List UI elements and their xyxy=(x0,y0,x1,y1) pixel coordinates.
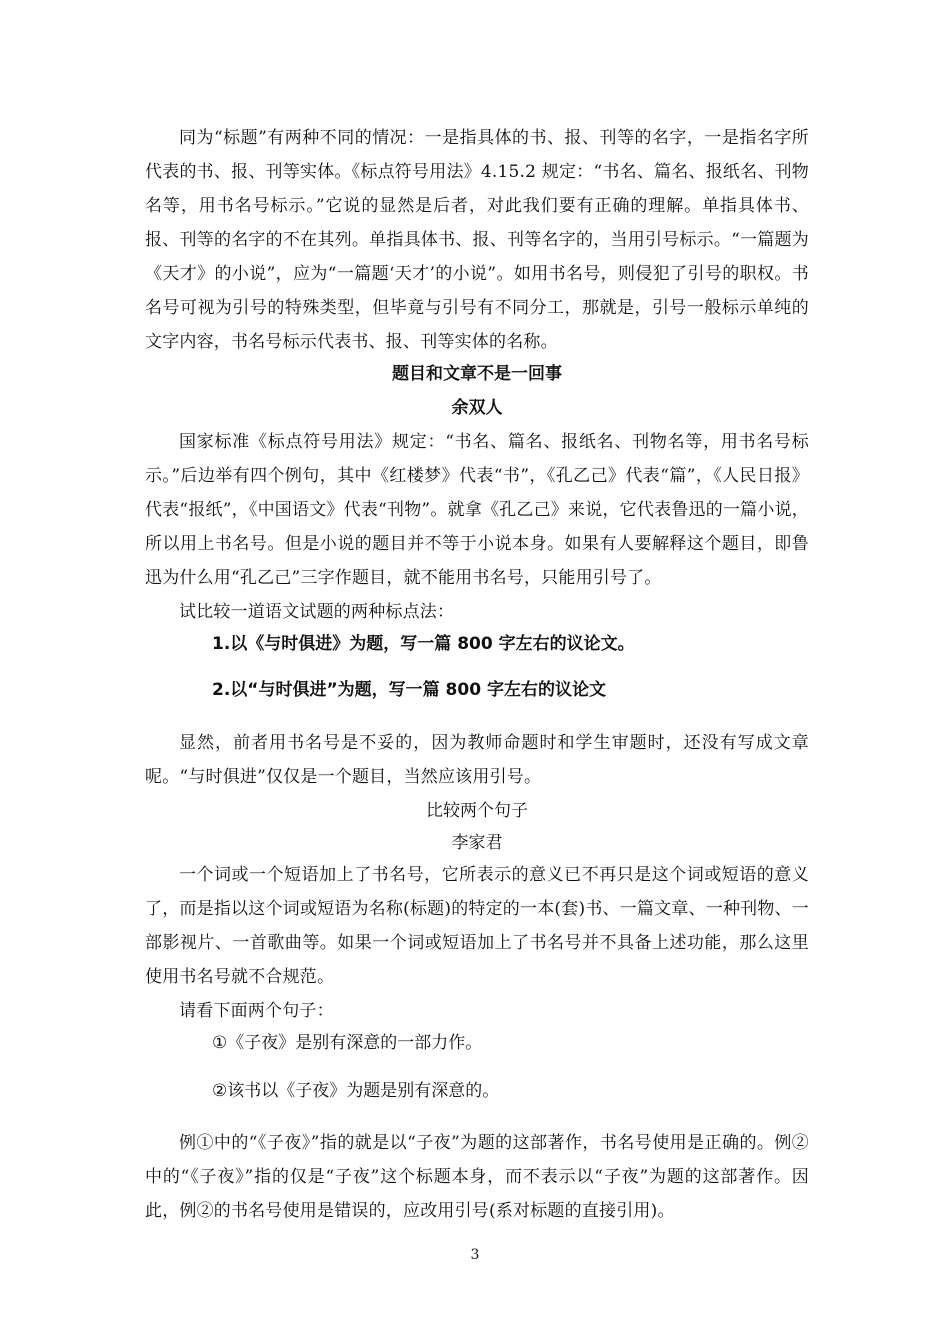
paragraph-sentences-intro: 请看下面两个句子： xyxy=(179,1001,334,1021)
paragraph-explanation: 例①中的“《子夜》”指的就是以“子夜”为题的这部著作，书名号使用是正确的。例②中的“《子夜》”指的仅是“子夜”这个标题本身，而不表示以“子夜”为题的这部著作。因此，例②的书名号使用是错误的，应改用引号(系对标题的直接引用)。 xyxy=(145,1133,809,1221)
paragraph-title-definition: 同为“标题”有两种不同的情况：一是指具体的书、报、刊等的名字，一是指名字所代表的书、报、刊等实体。《标点符号用法》4.15.2 规定：“书名、篇名、报纸名、刊物名等，用书名号标示。”它说的显然是后者，对此我们要有正确的理解。单指具体书、报、刊等的名字的不在其列。单指具体书、报、刊等名字的，当用引号标示。“一篇题为《天才》的小说”，应为“一篇题‘天才’的小说”。如用书名号，则侵犯了引号的职权。书名号可视为引号的特殊类型，但毕竟与引号有不同分工，那就是，引号一般标示单纯的文字内容，书名号标示代表书、报、刊等实体的名称。 xyxy=(145,128,809,352)
sentence-item-2: ②该书以《子夜》为题是别有深意的。 xyxy=(212,1081,500,1101)
paragraph-compare-intro: 试比较一道语文试题的两种标点法： xyxy=(179,602,455,622)
sentence-item-1: ①《子夜》是别有深意的一部力作。 xyxy=(212,1033,483,1053)
page-number: 3 xyxy=(470,1247,480,1263)
section-author-1: 余双人 xyxy=(451,398,503,418)
paragraph-word-phrase: 一个词或一个短语加上了书名号，它所表示的意义已不再只是这个词或短语的意义了，而是指以这个词或短语为名称(标题)的特定的一本(套)书、一篇文章、一种刊物、一部影视片、一首歌曲等。如果一个词或短语加上了书名号并不具备上述功能，那么这里使用书名号就不合规范。 xyxy=(145,865,809,987)
paragraph-national-standard: 国家标准《标点符号用法》规定：“书名、篇名、报纸名、刊物名等，用书名号标示。”后边举有四个例句，其中《红楼梦》代表“书”，《孔乙己》代表“篇”，《人民日报》代表“报纸”，《中国语文》代表“刊物”。就拿《孔乙己》来说，它代表鲁迅的一篇小说，所以用上书名号。但是小说的题目并不等于小说本身。如果有人要解释这个题目，即鲁迅为什么用“孔乙己”三字作题目，就不能用书名号，只能用引号了。 xyxy=(145,432,809,588)
section-title-2: 比较两个句子 xyxy=(426,801,528,821)
section-title-1: 题目和文章不是一回事 xyxy=(392,364,562,384)
paragraph-conclusion: 显然，前者用书名号是不妥的，因为教师命题时和学生审题时，还没有写成文章呢。“与时俱进”仅仅是一个题目，当然应该用引号。 xyxy=(145,733,809,787)
example-item-2: 2.以“与时俱进”为题，写一篇 800 字左右的议论文 xyxy=(212,680,606,700)
example-item-1: 1.以《与时俱进》为题，写一篇 800 字左右的议论文。 xyxy=(212,634,635,654)
section-author-2: 李家君 xyxy=(451,833,503,853)
